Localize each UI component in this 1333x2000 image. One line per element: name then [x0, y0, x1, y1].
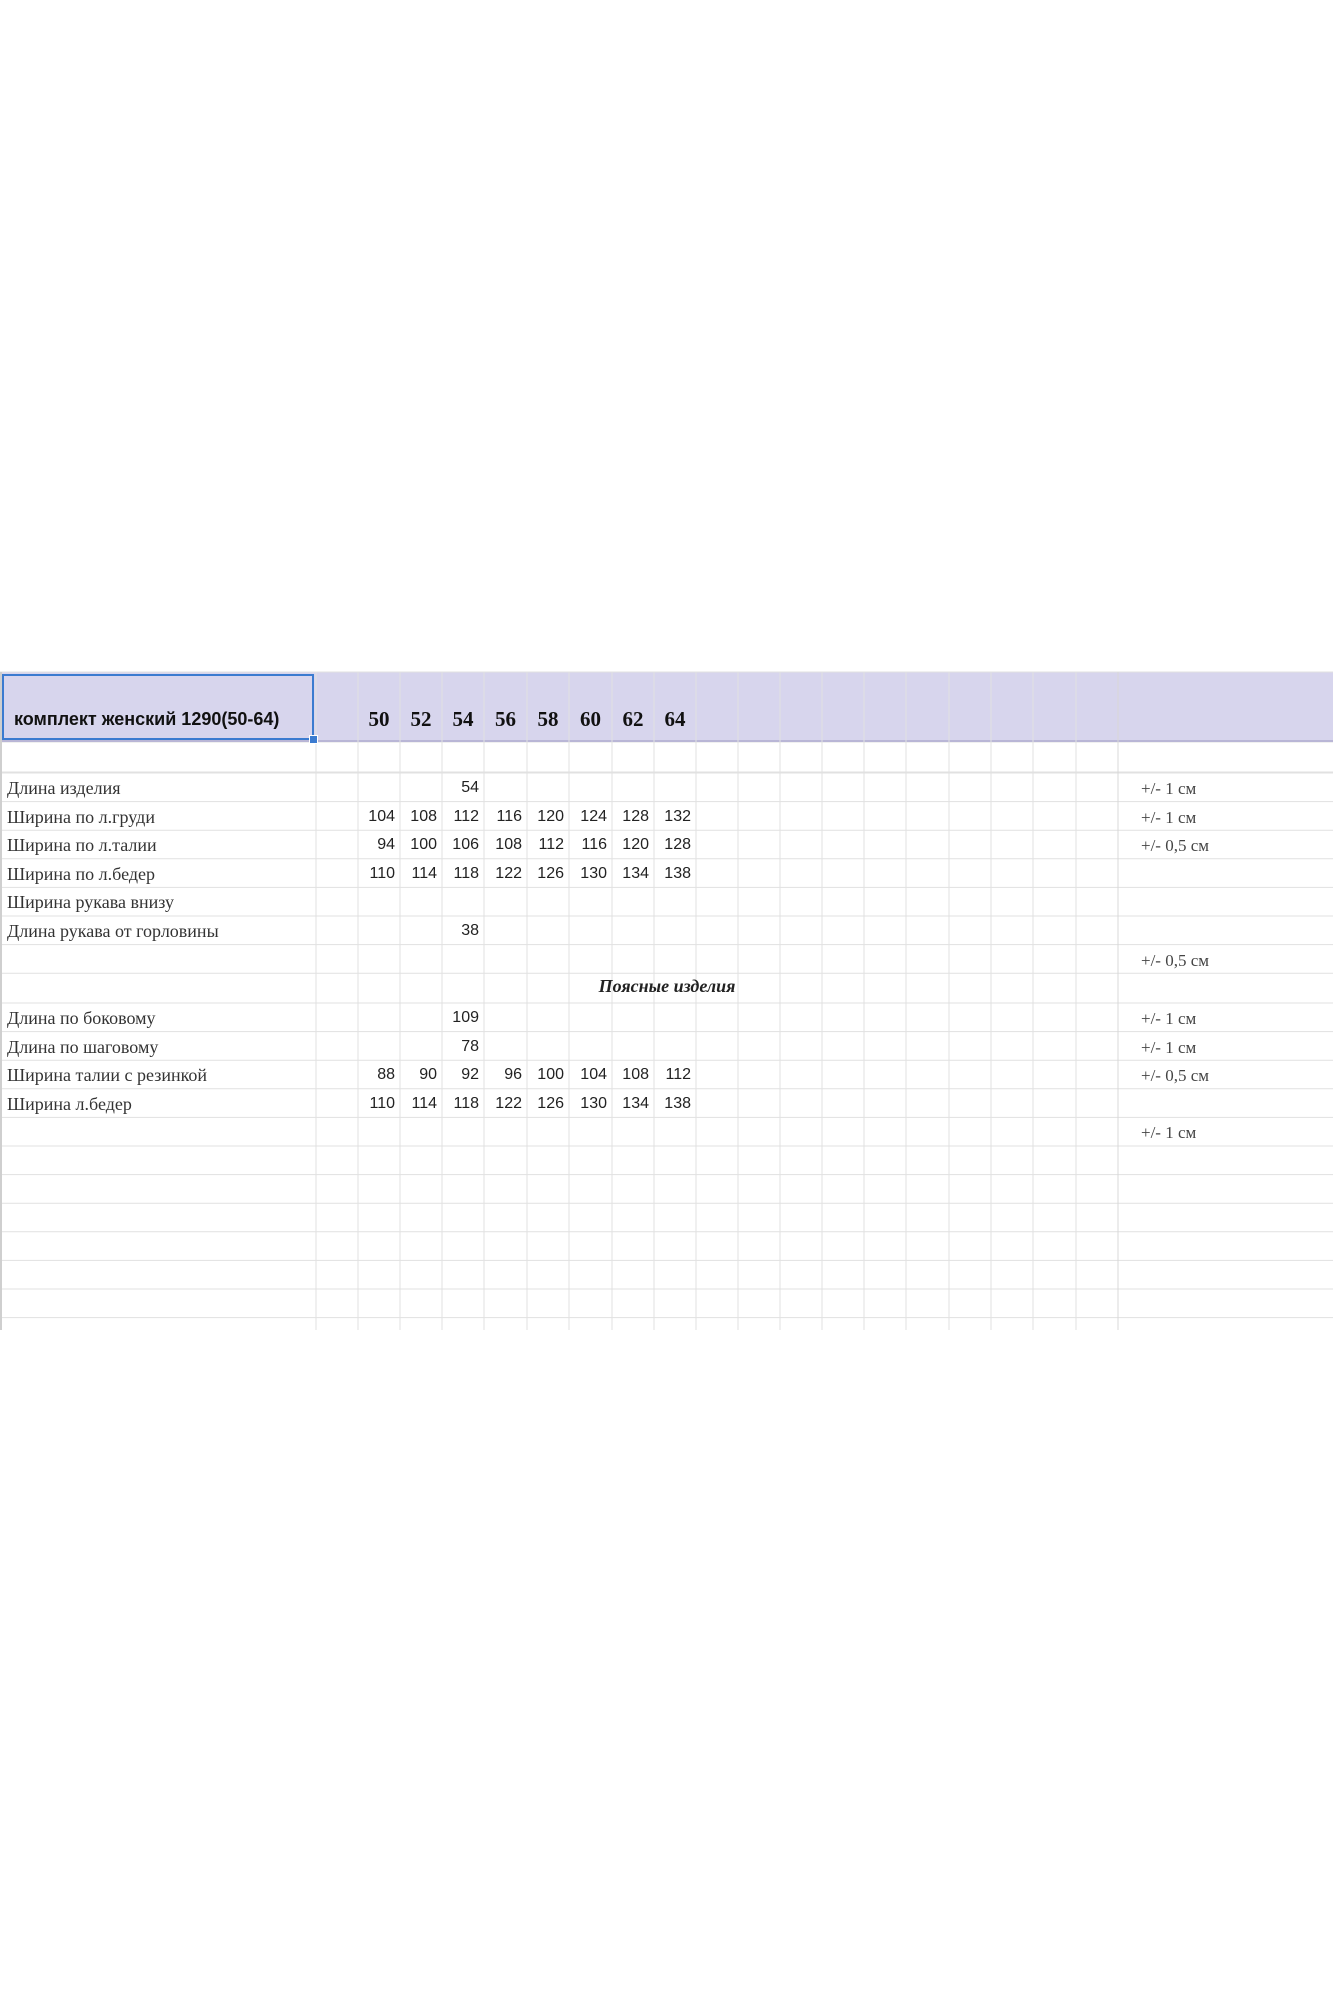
tolerance-cell[interactable]: +/- 0,5 см: [1141, 836, 1210, 856]
section-title[interactable]: Поясные изделия: [598, 976, 736, 996]
size-value-cell[interactable]: 112: [538, 836, 564, 854]
size-value-cell[interactable]: 128: [664, 836, 691, 854]
size-value-cell[interactable]: 90: [419, 1066, 437, 1084]
size-value-cell[interactable]: 110: [369, 1094, 395, 1112]
size-value-cell[interactable]: 88: [377, 1066, 395, 1084]
tolerance-cell[interactable]: +/- 1 см: [1141, 807, 1197, 827]
sheet-title[interactable]: комплект женский 1290(50-64): [14, 709, 280, 729]
size-value-cell[interactable]: 116: [581, 836, 607, 854]
size-header-50[interactable]: 50: [368, 707, 390, 731]
size-value-cell[interactable]: 110: [369, 864, 395, 882]
size-value-cell[interactable]: 108: [410, 807, 437, 825]
tolerance-cell[interactable]: +/- 1 см: [1141, 779, 1197, 798]
size-value-cell[interactable]: 124: [580, 807, 607, 825]
size-value-cell[interactable]: 116: [496, 807, 522, 825]
size-value-cell[interactable]: 104: [580, 1066, 607, 1084]
size-value-cell[interactable]: 112: [453, 807, 479, 825]
row-label[interactable]: Ширина по л.талии: [7, 835, 157, 856]
tolerance-cell[interactable]: +/- 0,5 см: [1141, 950, 1210, 970]
size-value-cell[interactable]: 138: [664, 1094, 691, 1112]
row-label[interactable]: Длина по боковому: [7, 1008, 156, 1028]
size-value-cell[interactable]: 134: [622, 1094, 649, 1112]
size-header-60[interactable]: 60: [580, 707, 601, 731]
tolerance-cell[interactable]: +/- 1 см: [1141, 1123, 1197, 1143]
size-header-54[interactable]: 54: [452, 707, 474, 731]
size-header-62[interactable]: 62: [622, 707, 644, 731]
row-label[interactable]: Ширина по л.груди: [7, 806, 155, 827]
size-value-cell[interactable]: 106: [452, 836, 479, 854]
size-value-cell[interactable]: 100: [410, 836, 437, 854]
size-value-cell[interactable]: 130: [580, 1094, 607, 1112]
size-value-cell[interactable]: 126: [537, 1094, 564, 1112]
grid-lines: [0, 670, 1333, 1330]
size-value-cell[interactable]: 132: [664, 807, 691, 825]
size-header-56[interactable]: 56: [495, 707, 516, 731]
size-value-cell[interactable]: 126: [537, 864, 564, 882]
size-value-cell[interactable]: 96: [504, 1066, 522, 1084]
row-label[interactable]: Ширина л.бедер: [7, 1093, 132, 1114]
size-header-58[interactable]: 58: [537, 707, 559, 731]
size-value-cell[interactable]: 112: [665, 1066, 691, 1084]
size-value-cell[interactable]: 109: [452, 1009, 479, 1026]
size-value-cell[interactable]: 92: [461, 1066, 479, 1084]
size-value-cell[interactable]: 114: [411, 1094, 437, 1112]
size-value-cell[interactable]: 128: [622, 807, 649, 825]
size-value-cell[interactable]: 120: [537, 807, 564, 825]
size-header-64[interactable]: 64: [664, 707, 686, 731]
size-value-cell[interactable]: 130: [580, 864, 607, 882]
row-label[interactable]: Ширина рукава внизу: [7, 892, 175, 913]
size-value-cell[interactable]: 94: [377, 836, 395, 854]
row-label[interactable]: Длина рукава от горловины: [7, 921, 219, 941]
size-value-cell[interactable]: 134: [622, 864, 649, 882]
size-value-cell[interactable]: 120: [622, 836, 649, 854]
size-header-52[interactable]: 52: [410, 707, 432, 731]
size-value-cell[interactable]: 100: [537, 1066, 564, 1084]
tolerance-cell[interactable]: +/- 1 см: [1141, 1037, 1197, 1057]
size-value-cell[interactable]: 38: [461, 922, 479, 939]
tolerance-cell[interactable]: +/- 0,5 см: [1141, 1066, 1210, 1086]
spreadsheet[interactable]: [0, 670, 1333, 1330]
size-value-cell[interactable]: 114: [411, 864, 437, 882]
size-value-cell[interactable]: 54: [461, 779, 479, 796]
size-value-cell[interactable]: 138: [664, 864, 691, 882]
size-value-cell[interactable]: 118: [453, 864, 479, 882]
size-value-cell[interactable]: 104: [368, 807, 395, 825]
row-label[interactable]: Длина изделия: [7, 778, 121, 798]
size-value-cell[interactable]: 122: [495, 864, 522, 882]
active-cell-selection: [2, 674, 314, 740]
fill-handle[interactable]: [309, 735, 318, 744]
tolerance-cell[interactable]: +/- 1 см: [1141, 1009, 1197, 1028]
size-value-cell[interactable]: 78: [461, 1037, 479, 1055]
size-value-cell[interactable]: 122: [495, 1094, 522, 1112]
size-value-cell[interactable]: 118: [453, 1094, 479, 1112]
size-value-cell[interactable]: 108: [495, 836, 522, 854]
size-value-cell[interactable]: 108: [622, 1066, 649, 1084]
row-label[interactable]: Ширина по л.бедер: [7, 863, 155, 884]
row-label[interactable]: Длина по шаговому: [7, 1036, 159, 1057]
row-label[interactable]: Ширина талии с резинкой: [7, 1065, 208, 1086]
